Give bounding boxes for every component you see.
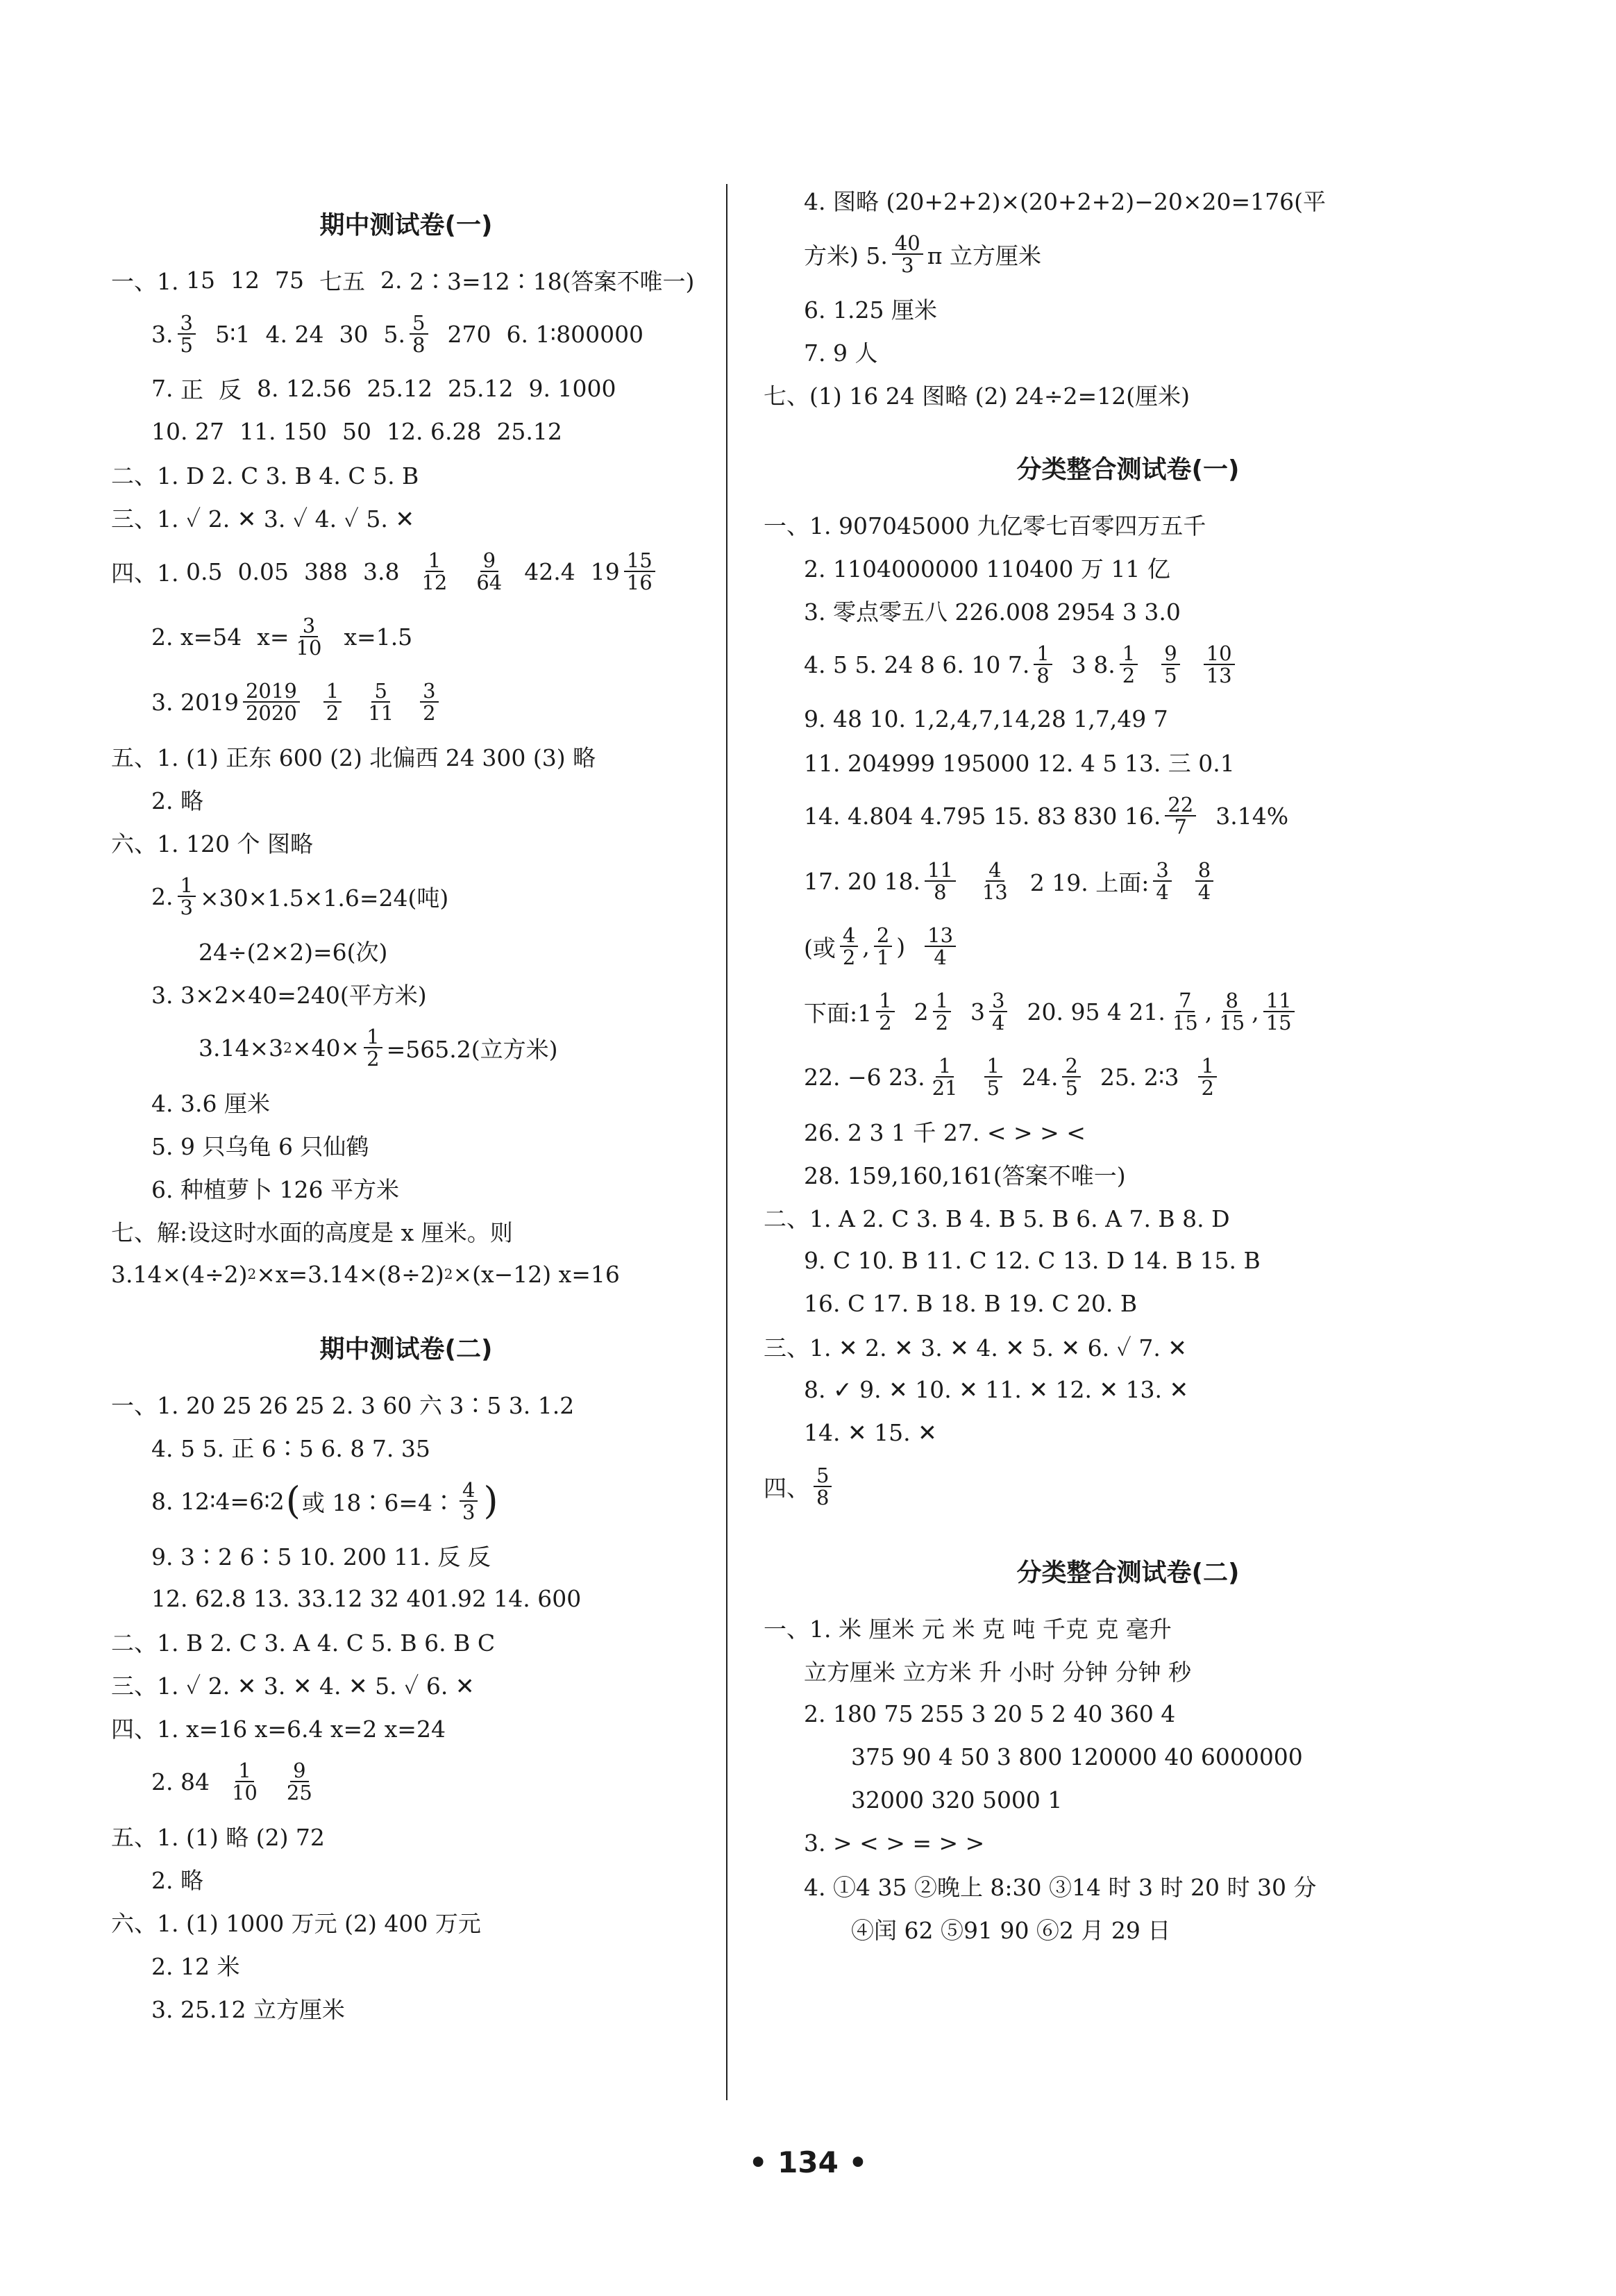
denominator: 25 — [286, 1781, 312, 1804]
fraction — [1204, 643, 1235, 687]
item-number: 4. — [265, 320, 288, 348]
answer-text: ) — [896, 932, 906, 960]
paren: ( — [285, 1479, 301, 1523]
answer-text: ×x=3.14×(8÷2) — [256, 1260, 444, 1288]
answer-text: 25.12 — [367, 374, 432, 402]
numerator: 1 — [426, 550, 444, 572]
item-number: 5. — [383, 320, 406, 348]
answer-text: ×30×1.5×1.6=24(吨) — [199, 884, 449, 912]
answer-line — [764, 1048, 1492, 1106]
item-number: 24. — [1021, 1063, 1059, 1091]
column-divider — [726, 184, 727, 2100]
fraction — [1216, 990, 1247, 1034]
item-number: 11. — [239, 417, 276, 445]
numerator: 1 — [235, 1760, 253, 1782]
numerator: 5 — [371, 680, 389, 703]
exponent: 2 — [247, 1266, 257, 1282]
numerator: 1 — [933, 990, 951, 1012]
answer-line — [111, 305, 701, 363]
answer-line: 2. 12 米 — [151, 1952, 240, 1980]
answer-line: 三、1. ✓ 2. ✕ 3. ✓ 4. ✓ 5. ✕ — [111, 505, 414, 533]
answer-text: 24 — [294, 320, 324, 348]
answer-text: 6.28 — [430, 417, 482, 445]
denominator: 2 — [879, 1011, 892, 1034]
answer-line: 11. 204999 195000 12. 4 5 13. 三 0.1 — [804, 749, 1235, 777]
answer-text: 4. 5 5. 24 8 6. 10 7. — [804, 651, 1030, 678]
answer-text: 20. 95 4 21. — [1027, 998, 1165, 1025]
answer-text: 1000 — [557, 374, 616, 402]
answer-line: 26. 2 3 1 千 27. < > > < — [804, 1118, 1086, 1146]
answer-line: 三、1. ✕ 2. ✕ 3. ✕ 4. ✕ 5. ✕ 6. ✓ 7. ✕ — [764, 1334, 1187, 1361]
answer-text: 2 — [914, 998, 929, 1025]
answer-text: 12.56 — [286, 374, 352, 402]
denominator: 64 — [476, 571, 503, 594]
answer-line: 2. 180 75 255 3 20 5 2 40 360 4 — [804, 1700, 1176, 1727]
denominator: 4 — [992, 1011, 1005, 1034]
answer-line: 四、1. x=16 x=6.4 x=2 x=24 — [111, 1715, 446, 1743]
numerator: 3 — [1153, 860, 1171, 882]
answer-line — [111, 262, 701, 298]
answer-line — [764, 225, 1492, 283]
answer-line — [764, 852, 1492, 910]
denominator: 21 — [932, 1076, 958, 1100]
answer-line: 6. 1.25 厘米 — [804, 296, 937, 324]
answer-line: 3. 3×2×40=240(平方米) — [151, 981, 427, 1009]
fraction — [1198, 1055, 1216, 1099]
numerator: 3 — [178, 312, 196, 335]
answer-text: 2∶3=12∶18(答案不唯一) — [410, 267, 695, 295]
item-number: 3. — [151, 688, 174, 716]
answer-line: 二、1. D 2. C 3. B 4. C 5. B — [111, 462, 419, 489]
denominator: 13 — [1206, 664, 1232, 687]
answer-text: 270 — [447, 320, 491, 348]
answer-line — [111, 413, 701, 449]
item-number: 9. — [528, 374, 550, 402]
item-number: 3. — [151, 320, 174, 348]
fraction — [929, 1055, 961, 1099]
fraction — [874, 925, 892, 969]
fraction — [1161, 643, 1179, 687]
numerator: 1 — [323, 680, 342, 703]
denominator: 10 — [296, 636, 322, 660]
denominator: 7 — [1174, 815, 1187, 839]
numerator: 8 — [1195, 860, 1213, 882]
denominator: 15 — [1172, 1011, 1198, 1034]
fraction — [984, 1055, 1002, 1099]
answer-text: 14. 4.804 4.795 15. 83 830 16. — [804, 802, 1161, 830]
fraction — [925, 925, 956, 969]
numerator: 22 — [1165, 794, 1196, 816]
fraction — [1263, 990, 1295, 1034]
answer-line: 9. 3∶2 6∶5 10. 200 11. 反 反 — [151, 1543, 491, 1570]
denominator: 3 — [462, 1500, 475, 1524]
answer-text: 0.05 — [237, 558, 289, 585]
answer-text: 反 — [219, 376, 242, 403]
answer-text: (或 — [804, 934, 836, 962]
answer-line — [111, 542, 701, 601]
section-title-classify-1: 分类整合测试卷(一) — [1016, 455, 1240, 484]
numerator: 3 — [989, 990, 1007, 1012]
numerator: 1 — [178, 875, 196, 897]
answer-line: 3. 25.12 立方厘米 — [151, 1995, 345, 2023]
numerator: 5 — [410, 312, 428, 335]
answer-line: 4. 图略 (20+2+2)×(20+2+2)−20×20=176(平 — [804, 187, 1326, 215]
answer-text: 388 — [303, 558, 348, 585]
numerator: 9 — [480, 550, 498, 572]
fraction — [294, 615, 325, 659]
answer-text: 2 19. 上面: — [1029, 869, 1150, 896]
answer-text: 25.12 — [496, 417, 562, 445]
numerator: 1 — [876, 990, 894, 1012]
answer-line — [764, 635, 1492, 694]
fraction — [979, 857, 1011, 904]
answer-text: 50 — [342, 417, 371, 445]
numerator: 9 — [290, 1760, 308, 1782]
answer-text: 3 8. — [1071, 651, 1116, 678]
denominator: 15 — [1219, 1011, 1245, 1034]
denominator: 3 — [901, 253, 914, 277]
item-number: 一、1. — [111, 267, 179, 295]
answer-text: 1∶800000 — [535, 320, 644, 348]
answer-line: ④闰 62 ⑤91 90 ⑥2 月 29 日 — [851, 1916, 1171, 1944]
answer-line — [111, 867, 701, 925]
answer-line: 六、1. (1) 1000 万元 (2) 400 万元 — [111, 1909, 481, 1937]
answer-text: 42.4 — [524, 558, 575, 585]
numerator: 2019 — [243, 680, 300, 703]
denominator: 2 — [1122, 664, 1136, 687]
answer-text: 8. 12∶4=6∶2 — [151, 1487, 285, 1515]
denominator: 10 — [231, 1781, 258, 1804]
answer-text: 2019 — [180, 688, 239, 716]
fraction — [876, 990, 894, 1034]
numerator: 11 — [925, 860, 956, 882]
item-number: 2. — [151, 882, 174, 910]
item-number: 四、1. — [111, 559, 179, 587]
denominator: 2 — [842, 946, 856, 969]
exponent: 2 — [444, 1266, 453, 1282]
denominator: 11 — [368, 701, 394, 725]
answer-text: π 立方厘米 — [927, 242, 1041, 269]
item-number: 四、 — [764, 1474, 809, 1502]
denominator: 8 — [412, 333, 426, 357]
numerator: 4 — [840, 925, 858, 947]
denominator: 4 — [1197, 880, 1211, 904]
fraction — [840, 925, 858, 969]
answer-line: 三、1. ✓ 2. ✕ 3. ✕ 4. ✕ 5. ✓ 6. ✕ — [111, 1672, 475, 1700]
answer-line: 一、1. 米 厘米 元 米 克 吨 千克 克 毫升 — [764, 1615, 1172, 1643]
denominator: 4 — [1156, 880, 1169, 904]
denominator: 2 — [326, 701, 339, 725]
answer-line: 8. ✓ 9. ✕ 10. ✕ 11. ✕ 12. ✕ 13. ✕ — [804, 1375, 1189, 1403]
answer-line: 14. ✕ 15. ✕ — [804, 1418, 937, 1446]
answer-text: 0.5 — [186, 558, 223, 585]
answer-line: 6. 种植萝卜 126 平方米 — [151, 1175, 399, 1203]
section-title-midterm-2: 期中测试卷(二) — [319, 1335, 493, 1364]
fraction — [1153, 857, 1171, 904]
answer-text: =565.2(立方米) — [386, 1035, 558, 1063]
denominator: 3 — [180, 896, 193, 919]
answer-line: 12. 62.8 13. 33.12 32 401.92 14. 600 — [151, 1584, 582, 1612]
answer-line — [111, 1256, 701, 1292]
numerator: 8 — [1223, 990, 1241, 1012]
item-number: 6. — [506, 320, 528, 348]
answer-line: 六、1. 120 个 图略 — [111, 830, 313, 857]
fraction — [1165, 794, 1196, 838]
answer-text: 3.14% — [1215, 802, 1289, 830]
answer-line — [111, 1752, 701, 1811]
item-number: 2. — [380, 266, 403, 294]
answer-line: 七、(1) 16 24 图略 (2) 24÷2=12(厘米) — [764, 382, 1190, 410]
denominator: 5 — [986, 1076, 1000, 1100]
exponent: 2 — [283, 1039, 292, 1056]
item-number: 12. — [386, 417, 423, 445]
answer-text: 3.8 — [362, 558, 400, 585]
answer-text: 5∶1 — [214, 320, 251, 348]
numerator: 2 — [874, 925, 892, 947]
denominator: 16 — [626, 571, 653, 594]
paren: ) — [483, 1479, 498, 1523]
left-column — [111, 167, 701, 2033]
answer-text: 30 — [339, 320, 369, 348]
answer-text: ×40× — [292, 1034, 360, 1062]
right-column — [764, 182, 1492, 1954]
numerator: 1 — [936, 1055, 954, 1078]
denominator: 2020 — [245, 701, 297, 725]
numerator: 1 — [1034, 643, 1052, 665]
answer-text: x=1.5 — [344, 623, 413, 651]
numerator: 3 — [300, 615, 318, 637]
item-number: 2. — [151, 623, 174, 651]
answer-line: 五、1. (1) 略 (2) 72 — [111, 1823, 325, 1851]
section-title-classify-2: 分类整合测试卷(二) — [1016, 1559, 1240, 1587]
answer-text: , — [862, 932, 870, 960]
answer-line: 9. C 10. B 11. C 12. C 13. D 14. B 15. B — [804, 1246, 1261, 1274]
denominator: 2 — [423, 701, 436, 725]
denominator: 2 — [935, 1011, 949, 1034]
fraction — [1062, 1055, 1080, 1099]
item-number: 7. — [151, 374, 174, 402]
section-title-midterm-1: 期中测试卷(一) — [319, 211, 493, 240]
answer-line — [111, 370, 701, 406]
answer-text: 17. 20 18. — [804, 867, 920, 895]
fraction — [365, 680, 396, 724]
fraction — [1195, 857, 1213, 904]
fraction — [178, 312, 196, 356]
fraction — [229, 1760, 260, 1804]
answer-line: 9. 48 10. 1,2,4,7,14,28 1,7,49 7 — [804, 705, 1168, 732]
fraction — [892, 233, 923, 276]
answer-text: 27 — [194, 417, 224, 445]
answer-line — [111, 673, 701, 731]
numerator: 13 — [925, 925, 956, 947]
answer-line: 3. 零点零五八 226.008 2954 3 3.0 — [804, 598, 1181, 626]
answer-text: 2. 84 — [151, 1768, 210, 1795]
answer-line: 16. C 17. B 18. B 19. C 20. B — [804, 1289, 1138, 1317]
answer-text: 25.12 — [447, 374, 514, 402]
denominator: 8 — [934, 880, 947, 904]
answer-line: 一、1. 907045000 九亿零七百零四万五千 — [764, 512, 1206, 539]
item-number: 8. — [257, 374, 279, 402]
answer-text: 150 — [283, 417, 327, 445]
answer-text: 12 — [230, 266, 260, 294]
answer-line — [764, 787, 1492, 845]
answer-text: 75 — [275, 266, 304, 294]
numerator: 1 — [364, 1026, 382, 1048]
answer-line: 4. 5 5. 正 6∶5 6. 8 7. 35 — [151, 1434, 430, 1462]
answer-text: 下面:1 — [804, 999, 873, 1027]
fraction — [284, 1760, 315, 1804]
answer-line — [111, 1019, 701, 1077]
answer-text: 3.14×(4÷2) — [111, 1260, 248, 1288]
denominator: 4 — [934, 946, 947, 969]
answer-text: 或 18∶6=4∶ — [301, 1489, 455, 1516]
fraction — [364, 1026, 382, 1070]
fraction — [473, 550, 505, 594]
answer-line: 375 90 4 50 3 800 120000 40 6000000 — [851, 1743, 1303, 1770]
numerator: 1 — [1120, 643, 1138, 665]
fraction — [925, 857, 956, 904]
answer-line — [111, 607, 701, 666]
answer-text: x= — [257, 623, 289, 651]
denominator: 5 — [180, 333, 193, 357]
fraction — [1170, 990, 1201, 1034]
fraction — [420, 680, 438, 724]
answer-text: 3 — [970, 998, 986, 1025]
answer-text: 方米) 5. — [804, 242, 888, 269]
denominator: 5 — [1065, 1076, 1078, 1100]
numerator: 4 — [986, 860, 1004, 882]
answer-text: x=54 — [180, 623, 242, 651]
numerator: 10 — [1204, 643, 1235, 665]
numerator: 15 — [624, 550, 655, 572]
answer-line: 32000 320 5000 1 — [851, 1786, 1063, 1813]
answer-text: 15 — [186, 266, 215, 294]
answer-line: 二、1. B 2. C 3. A 4. C 5. B 6. B C — [111, 1629, 496, 1657]
denominator: 8 — [816, 1486, 830, 1509]
numerator: 1 — [1198, 1055, 1216, 1078]
fraction — [1120, 643, 1138, 687]
answer-text: 22. −6 23. — [804, 1063, 925, 1091]
answer-line: 立方厘米 立方米 升 小时 分钟 分钟 秒 — [804, 1658, 1191, 1686]
answer-line: 7. 9 人 — [804, 339, 878, 367]
answer-line: 下面:1 $\frac{1}{2}$ 2 $\frac{1}{2}$ 3 $\frac{3}{4}$ 20. 95 4 21. $\frac{7}{15}$ , $\frac{8}{15}$ , $\frac{11}{15}$ — [764, 982, 1492, 1041]
denominator: 1 — [876, 946, 890, 969]
numerator: 4 — [460, 1480, 478, 1502]
answer-text: 19 — [590, 558, 620, 585]
numerator: 2 — [1062, 1055, 1080, 1078]
fraction — [814, 1465, 832, 1509]
denominator: 12 — [421, 571, 448, 594]
denominator: 2 — [367, 1047, 380, 1071]
answer-line: 24÷(2×2)=6(次) — [199, 938, 388, 966]
answer-line: 二、1. A 2. C 3. B 4. B 5. B 6. A 7. B 8. D — [764, 1205, 1230, 1232]
answer-line — [111, 1472, 701, 1530]
answer-line: 七、解:设这时水面的高度是 x 厘米。则 — [111, 1218, 513, 1246]
fraction — [243, 680, 300, 724]
fraction — [323, 680, 342, 724]
answer-line: 3. > < > = > > — [804, 1829, 985, 1857]
denominator: 2 — [1201, 1076, 1214, 1100]
answer-line: 一、1. 20 25 26 25 2. 3 60 六 3∶5 3. 1.2 — [111, 1391, 575, 1419]
numerator: 5 — [814, 1465, 832, 1487]
fraction — [1034, 643, 1052, 687]
page-number: • 134 • — [748, 2145, 868, 2179]
answer-line: 五、1. (1) 正东 600 (2) 北偏西 24 300 (3) 略 — [111, 744, 596, 771]
answer-text: 25. 2∶3 — [1100, 1063, 1179, 1091]
fraction — [419, 550, 450, 594]
answer-text: 七五 — [319, 267, 365, 295]
answer-line: 4. 3.6 厘米 — [151, 1089, 270, 1117]
fraction — [178, 875, 196, 919]
fraction — [410, 312, 428, 356]
item-number: 10. — [151, 417, 188, 445]
numerator: 9 — [1161, 643, 1179, 665]
answer-line: 28. 159,160,161(答案不唯一) — [804, 1162, 1126, 1189]
numerator: 40 — [892, 233, 923, 255]
answer-text: ×(x−12) x=16 — [453, 1260, 620, 1288]
answer-text: 正 — [180, 376, 203, 403]
denominator: 15 — [1265, 1011, 1292, 1034]
fraction — [624, 550, 655, 594]
answer-line — [764, 1457, 1492, 1516]
answer-line: 2. 略 — [151, 1866, 203, 1894]
numerator: 11 — [1263, 990, 1295, 1012]
answer-line: 2. 1104000000 110400 万 11 亿 — [804, 555, 1170, 583]
numerator: 1 — [984, 1055, 1002, 1078]
denominator: 13 — [982, 880, 1008, 904]
answer-text: 3.14×3 — [199, 1034, 284, 1062]
numerator: 3 — [420, 680, 438, 703]
answer-line: 4. ①4 35 ②晚上 8:30 ③14 时 3 时 20 时 30 分 — [804, 1873, 1317, 1901]
denominator: 5 — [1164, 664, 1177, 687]
fraction — [933, 990, 951, 1034]
answer-line: 2. 略 — [151, 787, 203, 814]
fraction — [460, 1477, 478, 1524]
answer-line — [764, 917, 1492, 975]
denominator: 8 — [1036, 664, 1050, 687]
numerator: 7 — [1176, 990, 1194, 1012]
fraction — [989, 990, 1007, 1034]
answer-line: 5. 9 只乌龟 6 只仙鹤 — [151, 1132, 369, 1160]
